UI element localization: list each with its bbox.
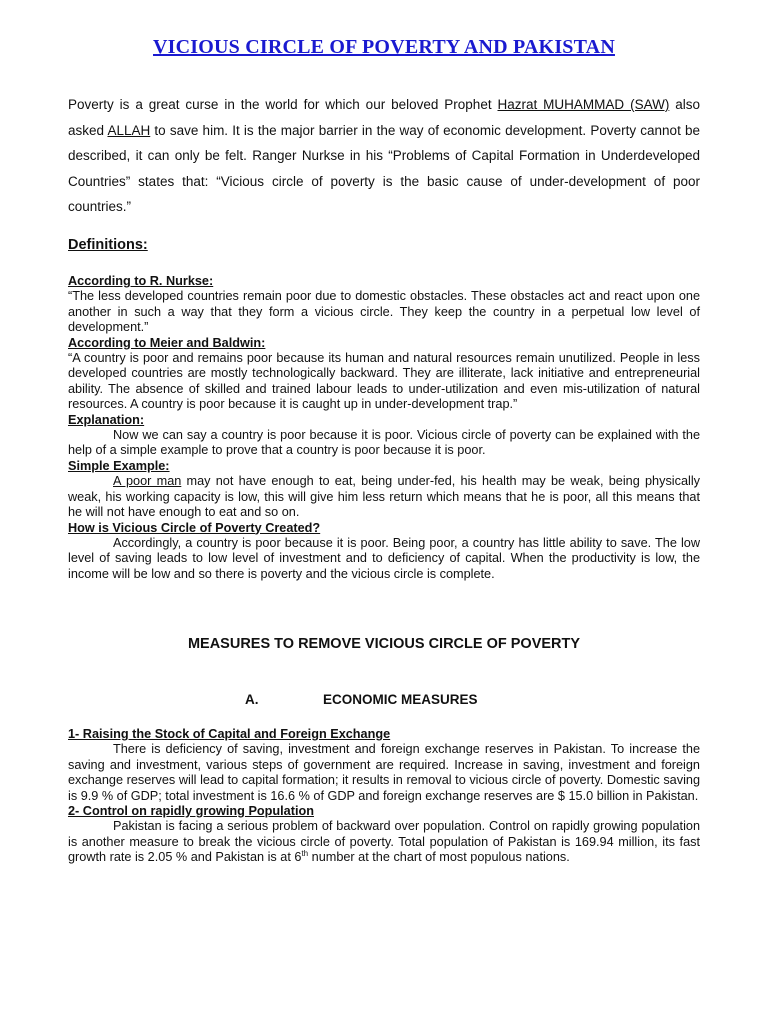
meier-baldwin-text: “A country is poor and remains poor because its human and natural resources remain unutilized. People in less developed countries are mostly technologically backward. They are illiterate, lack initiative and entrepreneurial ability. The absence of skilled and trained labour leads to under-utilization and even mis-utilization of natural resources. A country is poor because it is caught up in under-development trap.”: [68, 351, 700, 412]
intro-text-1: Poverty is a great curse in the world for which our beloved Prophet: [68, 97, 498, 112]
definitions-section: [68, 274, 700, 582]
allah-name: ALLAH: [107, 122, 151, 138]
meier-baldwin-heading: According to Meier and Baldwin:: [68, 335, 266, 350]
economic-measures-label: ECONOMIC MEASURES: [323, 692, 478, 707]
explanation-heading: Explanation:: [68, 412, 145, 427]
measures-heading: MEASURES TO REMOVE VICIOUS CIRCLE OF POVERTY: [187, 636, 581, 652]
section-letter: A.: [245, 692, 259, 707]
simple-example-paragraph: [68, 474, 700, 520]
how-created-text: Accordingly, a country is poor because it is poor. Being poor, a country has little ability to save. The low level of saving leads to low level of investment and to deficiency of capital. When the productivity is low, the income will be low and so there is poverty and the vicious circle is complete.: [68, 535, 700, 581]
nurkse-heading: According to R. Nurkse:: [68, 274, 214, 288]
population-paragraph: [68, 819, 700, 865]
capital-heading: 1- Raising the Stock of Capital and Foreign Exchange: [68, 727, 391, 741]
population-text: Pakistan is facing a serious problem of backward over population. Control on rapidly growing population is another measure to break the vicious circle of poverty. Total population of Pakistan is 169.94 million, its fast growth rate is 2.05 % and Pakistan is at 6: [68, 819, 700, 865]
definitions-heading: Definitions:: [68, 237, 148, 253]
how-created-heading: How is Vicious Circle of Poverty Created?: [68, 520, 321, 535]
intro-paragraph: [68, 92, 700, 220]
intro-text-3: to save him. It is the major barrier in the way of economic development. Poverty cannot be described, it can only be felt. Ranger Nurkse in his “Problems of Capital Formation in Underdeveloped Countries” states that: “Vicious circle of poverty is the basic cause of under-development of poor countries.”: [68, 122, 701, 215]
prophet-name: Hazrat MUHAMMAD (SAW): [497, 97, 670, 112]
capital-text: There is deficiency of saving, investment and foreign exchange reserves in Pakistan. To increase the saving and investment, various steps of government are required. Increase in saving, investment and foreign exchange reserves will lead to capital formation; it results in removal to vicious circle of poverty. Domestic saving is 9.9 % of GDP; total investment is 16.6 % of GDP and foreign exchange reserves are $ 15.0 billion in Pakistan.: [68, 742, 700, 803]
poor-man-phrase: A poor man: [113, 474, 182, 489]
ordinal-suffix: th: [301, 849, 309, 859]
economic-measures-heading: [245, 692, 478, 707]
nurkse-text: “The less developed countries remain poor due to domestic obstacles. These obstacles act and react upon one another in such a way that they form a vicious circle. They keep the country in a perpetual low level of development.”: [68, 289, 700, 335]
economic-measures-section: [68, 727, 700, 866]
population-text-end: number at the chart of most populous nations.: [308, 850, 570, 865]
intro-text-2: also asked: [68, 97, 700, 138]
page-title: VICIOUS CIRCLE OF POVERTY AND PAKISTAN: [153, 36, 615, 58]
explanation-text: Now we can say a country is poor because it is poor. Vicious circle of poverty can be explained with the help of a simple example to prove that a country is poor because it is poor.: [68, 428, 700, 458]
simple-example-text: may not have enough to eat, being under-fed, his health may be weak, being physically weak, his working capacity is low, this will give him less return which means that he is poor, all this means that he will not have enough to eat and so on.: [68, 474, 700, 520]
simple-example-heading: Simple Example:: [68, 458, 170, 473]
population-heading: 2- Control on rapidly growing Population: [68, 804, 314, 819]
